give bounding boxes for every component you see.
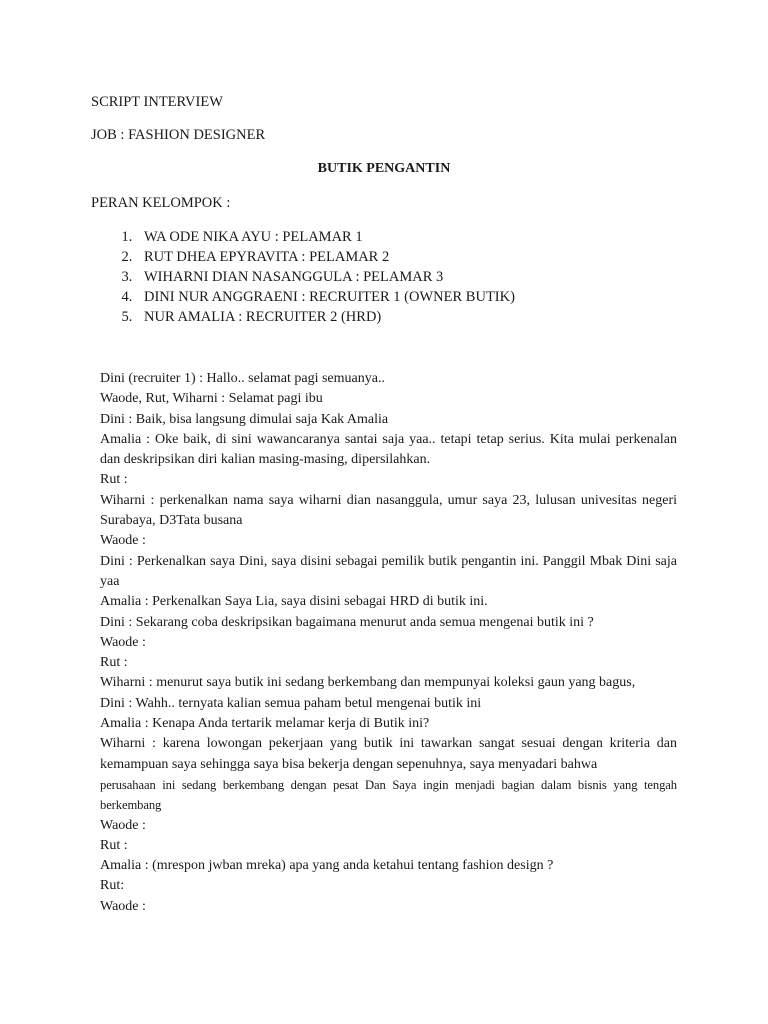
dialog-line: Amalia : Kenapa Anda tertarik melamar kerja di Butik ini? <box>100 716 430 732</box>
dialog-line: Dini (recruiter 1) : Hallo.. selamat pagi semuanya.. <box>100 371 385 386</box>
dialog-line: Rut : <box>100 837 128 853</box>
dialog-line: Waode : <box>100 817 146 833</box>
dialog-line: Amalia : Perkenalkan Saya Lia, saya disini sebagai HRD di butik ini. <box>100 594 488 610</box>
member-list <box>91 227 515 327</box>
dialog-line: Rut : <box>100 472 128 488</box>
dialog-line: Waode : <box>100 898 146 914</box>
dialog-line: Dini : Perkenalkan saya Dini, saya disini sebagai pemilik butik pengantin ini. Panggil Mbak Dini saja yaa <box>100 553 677 589</box>
dialog-line: Wiharni : perkenalkan nama saya wiharni dian nasanggula, umur saya 23, lulusan univesitas negeri Surabaya, D3Tata busana <box>100 492 677 529</box>
script-title: SCRIPT INTERVIEW <box>91 94 223 110</box>
member-item: 3. WIHARNI DIAN NASANGGULA : PELAMAR 3 <box>136 267 515 287</box>
dialog-transcript <box>100 369 677 917</box>
dialog-line: Dini : Sekarang coba deskripsikan bagaimana menurut anda semua mengenai butik ini ? <box>100 614 594 630</box>
member-item: 4. DINI NUR ANGGRAENI : RECRUITER 1 (OWNER BUTIK) <box>136 287 515 307</box>
dialog-line: Amalia : (mrespon jwban mreka) apa yang anda ketahui tentang fashion design ? <box>100 858 554 874</box>
dialog-line: Wiharni : menurut saya butik ini sedang berkembang dan mempunyai koleksi gaun yang bagus, <box>100 675 636 691</box>
group-label: PERAN KELOMPOK : <box>91 195 231 211</box>
job-line: JOB : FASHION DESIGNER <box>91 127 266 143</box>
dialog-line: perusahaan ini sedang berkembang dengan pesat Dan Saya ingin menjadi bagian dalam bisnis yang tengah berkembang <box>100 777 677 813</box>
member-item: 1. WA ODE NIKA AYU : PELAMAR 1 <box>136 227 515 247</box>
dialog-line: Rut : <box>100 655 128 671</box>
member-item: 5. NUR AMALIA : RECRUITER 2 (HRD) <box>136 307 515 327</box>
dialog-line: Amalia : Oke baik, di sini wawancaranya santai saja yaa.. tetapi tetap serius. Kita mulai perkenalan dan deskripsikan diri kalian masing-masing, dipersilahkan. <box>100 431 677 468</box>
dialog-line: Waode : <box>100 634 146 650</box>
member-item: 2. RUT DHEA EPYRAVITA : PELAMAR 2 <box>136 247 515 267</box>
dialog-line: Dini : Baik, bisa langsung dimulai saja Kak Amalia <box>100 411 389 427</box>
document-title: BUTIK PENGANTIN <box>317 161 451 176</box>
dialog-line: Waode, Rut, Wiharni : Selamat pagi ibu <box>100 391 323 407</box>
dialog-line: Rut: <box>100 878 125 894</box>
dialog-line: Wiharni : karena lowongan pekerjaan yang butik ini tawarkan sangat sesuai dengan kriteria dan kemampuan saya sehingga saya bisa bekerja dengan sepenuhnya, saya menyadari bahwa <box>100 736 677 772</box>
dialog-line: Waode : <box>100 533 146 549</box>
dialog-line: Dini : Wahh.. ternyata kalian semua paham betul mengenai butik ini <box>100 695 482 711</box>
